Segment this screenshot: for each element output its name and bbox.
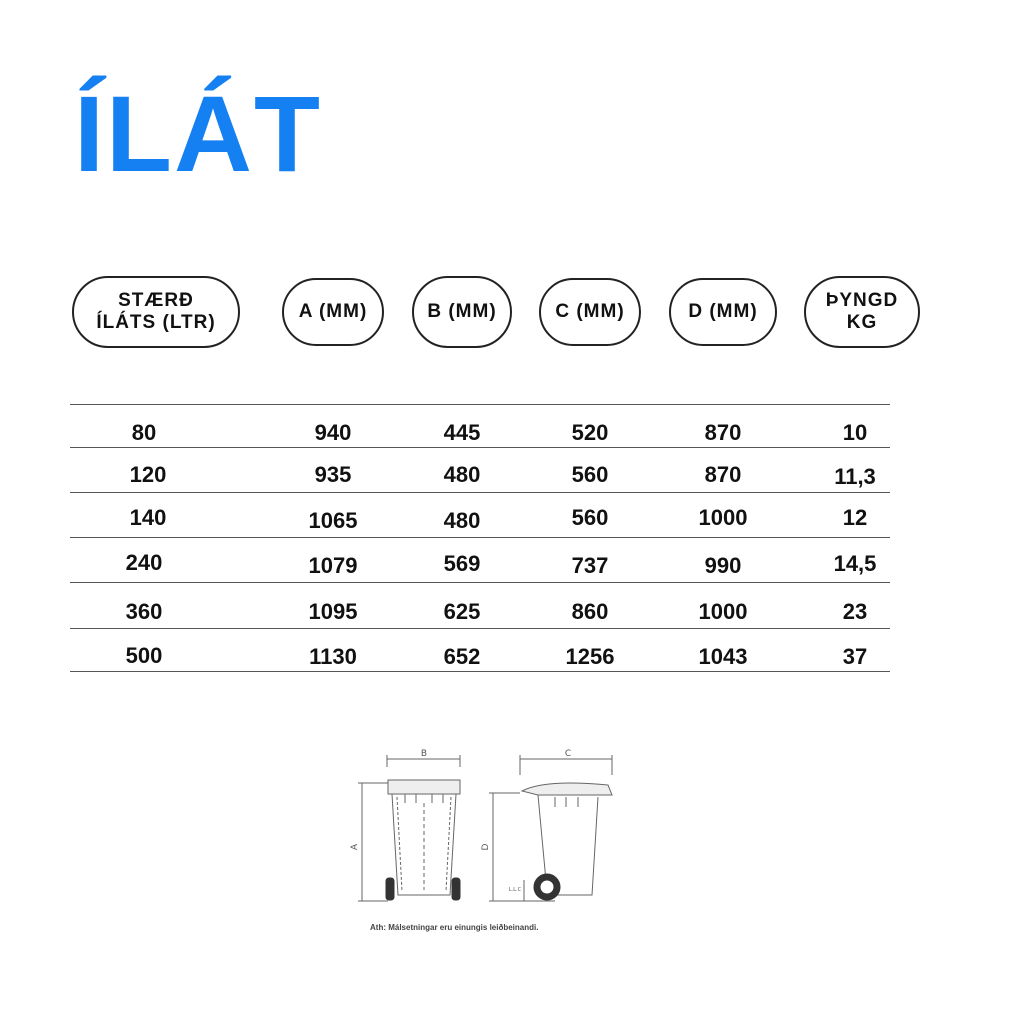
dimension-label-c: C <box>564 749 572 759</box>
table-cell: 140 <box>129 505 167 530</box>
table-cell: 569 <box>443 551 481 576</box>
table-cell: 11,3 <box>834 464 876 489</box>
table-cell: 935 <box>314 462 352 487</box>
table-cell: 14,5 <box>833 551 877 576</box>
table-cell: 520 <box>571 420 609 445</box>
table-divider <box>70 582 890 583</box>
table-cell: 480 <box>443 508 481 533</box>
column-header-label: B (MM) <box>427 301 497 322</box>
table-cell: 360 <box>125 599 163 624</box>
dimension-label-wheel: L.L.C <box>508 887 522 893</box>
column-header-label: D (MM) <box>688 301 758 322</box>
column-header-a <box>282 278 384 346</box>
table-divider <box>70 492 890 493</box>
column-header-label: STÆRÐ ÍLÁTS (LTR) <box>96 290 216 333</box>
table-cell: 240 <box>125 550 163 575</box>
table-header <box>0 0 1024 400</box>
column-header-b <box>412 276 512 348</box>
table-cell: 12 <box>842 505 868 530</box>
table-cell: 1079 <box>308 553 358 578</box>
table-cell: 500 <box>125 643 163 668</box>
dimension-label-d: D <box>481 843 491 851</box>
table-cell: 1065 <box>308 508 358 533</box>
table-cell: 652 <box>443 644 481 669</box>
column-header-weight <box>804 276 920 348</box>
table-cell: 625 <box>443 599 481 624</box>
table-cell: 870 <box>704 462 742 487</box>
table-cell: 560 <box>571 462 609 487</box>
column-header-c <box>539 278 641 346</box>
table-cell: 480 <box>443 462 481 487</box>
bin-dimension-diagram <box>340 745 640 945</box>
column-header-label: A (MM) <box>298 301 368 322</box>
table-divider <box>70 404 890 405</box>
column-header-label: C (MM) <box>555 301 625 322</box>
dimension-label-b: B <box>420 749 428 759</box>
table-cell: 10 <box>842 420 868 445</box>
table-cell: 940 <box>314 420 352 445</box>
table-cell: 560 <box>571 505 609 530</box>
column-header-size <box>72 276 240 348</box>
table-cell: 1000 <box>698 505 748 530</box>
table-divider <box>70 628 890 629</box>
table-cell: 1043 <box>698 644 748 669</box>
table-cell: 1000 <box>698 599 748 624</box>
table-cell: 120 <box>129 462 167 487</box>
table-cell: 990 <box>704 553 742 578</box>
table-divider <box>70 537 890 538</box>
table-divider <box>70 671 890 672</box>
dimension-label-a: A <box>350 843 360 851</box>
table-cell: 870 <box>704 420 742 445</box>
table-cell: 445 <box>443 420 481 445</box>
table-cell: 23 <box>842 599 868 624</box>
table-cell: 1095 <box>308 599 358 624</box>
table-divider <box>70 447 890 448</box>
table-cell: 37 <box>842 644 868 669</box>
table-cell: 1256 <box>565 644 615 669</box>
column-header-d <box>669 278 777 346</box>
diagram-note: Ath: Málsetningar eru einungis leiðbeinandi. <box>370 923 539 932</box>
table-cell: 1130 <box>309 644 357 669</box>
column-header-label: ÞYNGD KG <box>825 290 899 333</box>
table-cell: 80 <box>131 420 157 445</box>
page-title: ÍLÁT <box>74 73 322 194</box>
table-cell: 860 <box>571 599 609 624</box>
table-cell: 737 <box>571 553 609 578</box>
